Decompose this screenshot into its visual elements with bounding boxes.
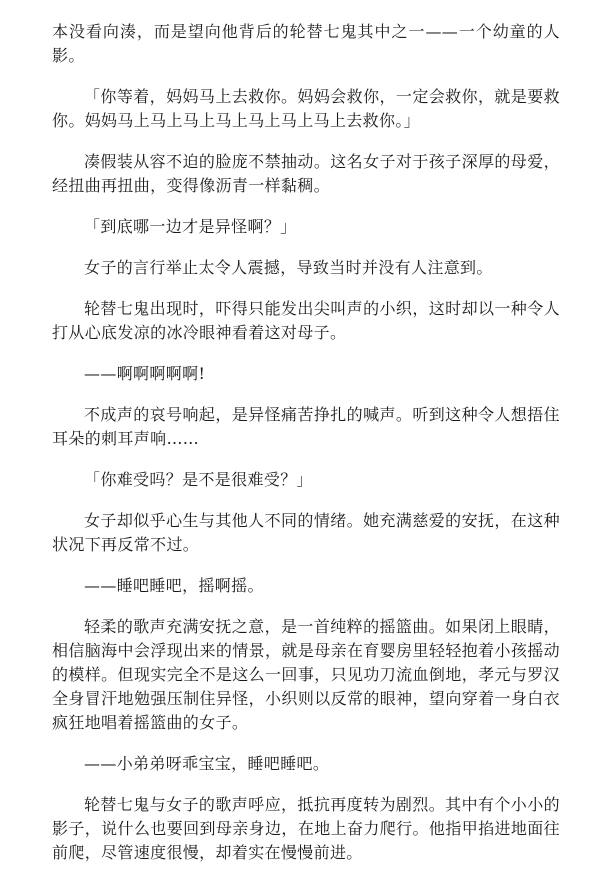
paragraph: 「到底哪一边才是异怪啊？」 <box>84 217 297 236</box>
paragraph: ——睡吧睡吧，摇啊摇。 <box>84 576 264 595</box>
paragraph: 女子的言行举止太令人震撼，导致当时并没有人注意到。 <box>84 258 493 277</box>
paragraph: 女子却似乎心生与其他人不同的情绪。她充满慈爱的安抚，在这种状况下再反常不过。 <box>52 511 560 554</box>
paragraph: 不成声的哀号响起，是异怪痛苦挣扎的喊声。听到这种令人想捂住耳朵的刺耳声响…… <box>52 405 560 448</box>
paragraph: 轮替七鬼与女子的歌声呼应，抵抗再度转为剧烈。其中有个小小的影子，说什么也要回到母亲身边，在地上奋力爬行。他指甲掐进地面往前爬，尽管速度很慢，却着实在慢慢前进。 <box>52 795 560 862</box>
paragraph: 本没看向湊，而是望向他背后的轮替七鬼其中之一——一个幼童的人影。 <box>52 22 560 65</box>
paragraph: 凑假装从容不迫的脸庞不禁抽动。这名女子对于孩子深厚的母爱，经扭曲再扭曲，变得像沥青一样黏稠。 <box>52 152 560 195</box>
paragraph: ——啊啊啊啊啊! <box>84 364 206 383</box>
paragraph: 轻柔的歌声充满安抚之意，是一首纯粹的摇篮曲。如果闭上眼睛，相信脑海中会浮现出来的情景，就是母亲在育婴房里轻轻抱着小孩摇动的模样。但现实完全不是这么一回事，只见功刀流血倒地，孝元与罗汉全身冒汗地勉强压制住异怪，小织则以反常的眼神，望向穿着一身白衣疯狂地唱着摇篮曲的女子。 <box>52 617 560 732</box>
paragraph: ——小弟弟呀乖宝宝，睡吧睡吧。 <box>84 754 330 773</box>
paragraph: 「你难受吗？是不是很难受？」 <box>84 470 313 489</box>
paragraph: 「你等着，妈妈马上去救你。妈妈会救你，一定会救你，就是要救你。妈妈马上马上马上马上马上马上马上去救你。」 <box>52 87 560 130</box>
book-page <box>52 20 560 882</box>
paragraph: 轮替七鬼出现时，吓得只能发出尖叫声的小织，这时却以一种令人打从心底发凉的冰冷眼神看着这对母子。 <box>52 299 560 342</box>
